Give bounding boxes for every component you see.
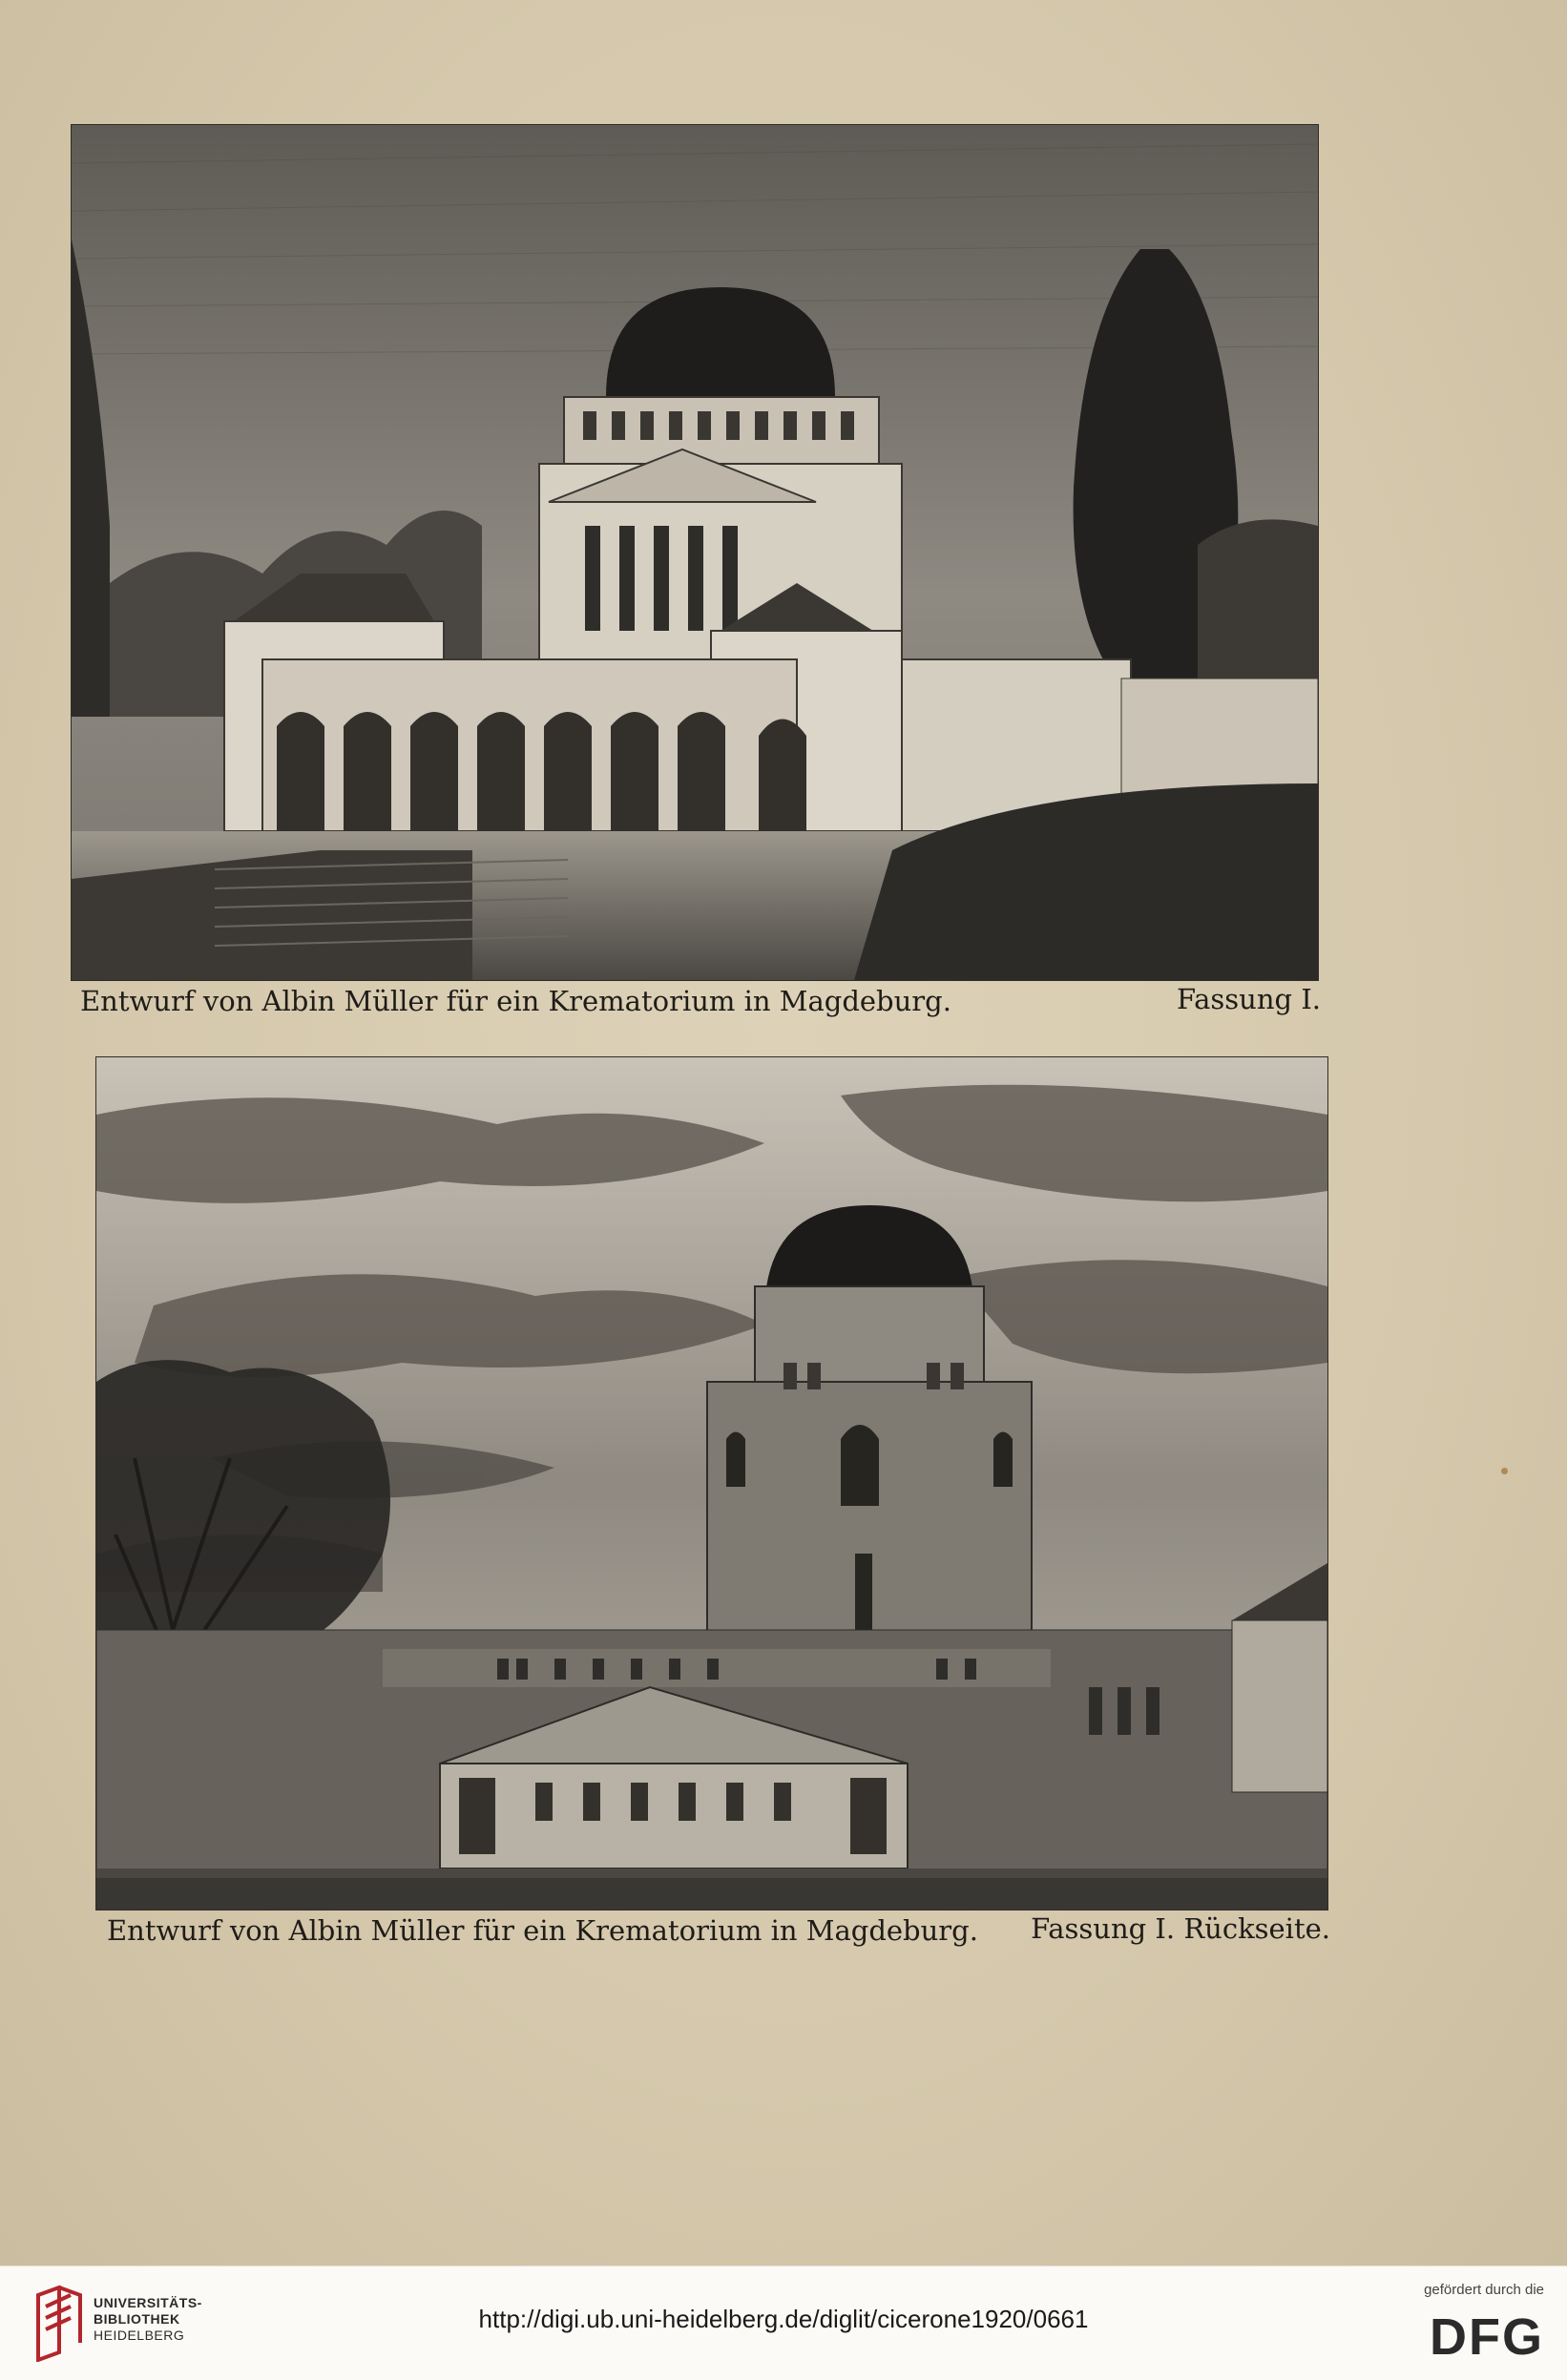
library-name-line-2: BIBLIOTHEK [94, 2311, 180, 2327]
dfg-logo: DFG [1430, 2308, 1544, 2366]
plate-front-view-image [71, 124, 1319, 981]
digitization-footer [0, 2265, 1567, 2380]
plate-rear-view-image [95, 1056, 1328, 1910]
plate-2-version-label: Fassung I. Rückseite. [1031, 1912, 1330, 1945]
funded-by-label: gefördert durch die [1424, 2282, 1544, 2298]
library-name-line-1: UNIVERSITÄTS- [94, 2295, 202, 2310]
library-name-line-3: HEIDELBERG [94, 2328, 185, 2343]
permalink-url[interactable]: http://digi.ub.uni-heidelberg.de/diglit/cicerone1920/0661 [478, 2305, 1089, 2333]
paper-speck [1501, 1468, 1508, 1474]
plate-1-caption: Entwurf von Albin Müller für ein Krematorium in Magdeburg. [80, 985, 951, 1017]
plate-1-version-label: Fassung I. [1176, 983, 1321, 1015]
plate-2-caption: Entwurf von Albin Müller für ein Krematorium in Magdeburg. [107, 1914, 978, 1947]
